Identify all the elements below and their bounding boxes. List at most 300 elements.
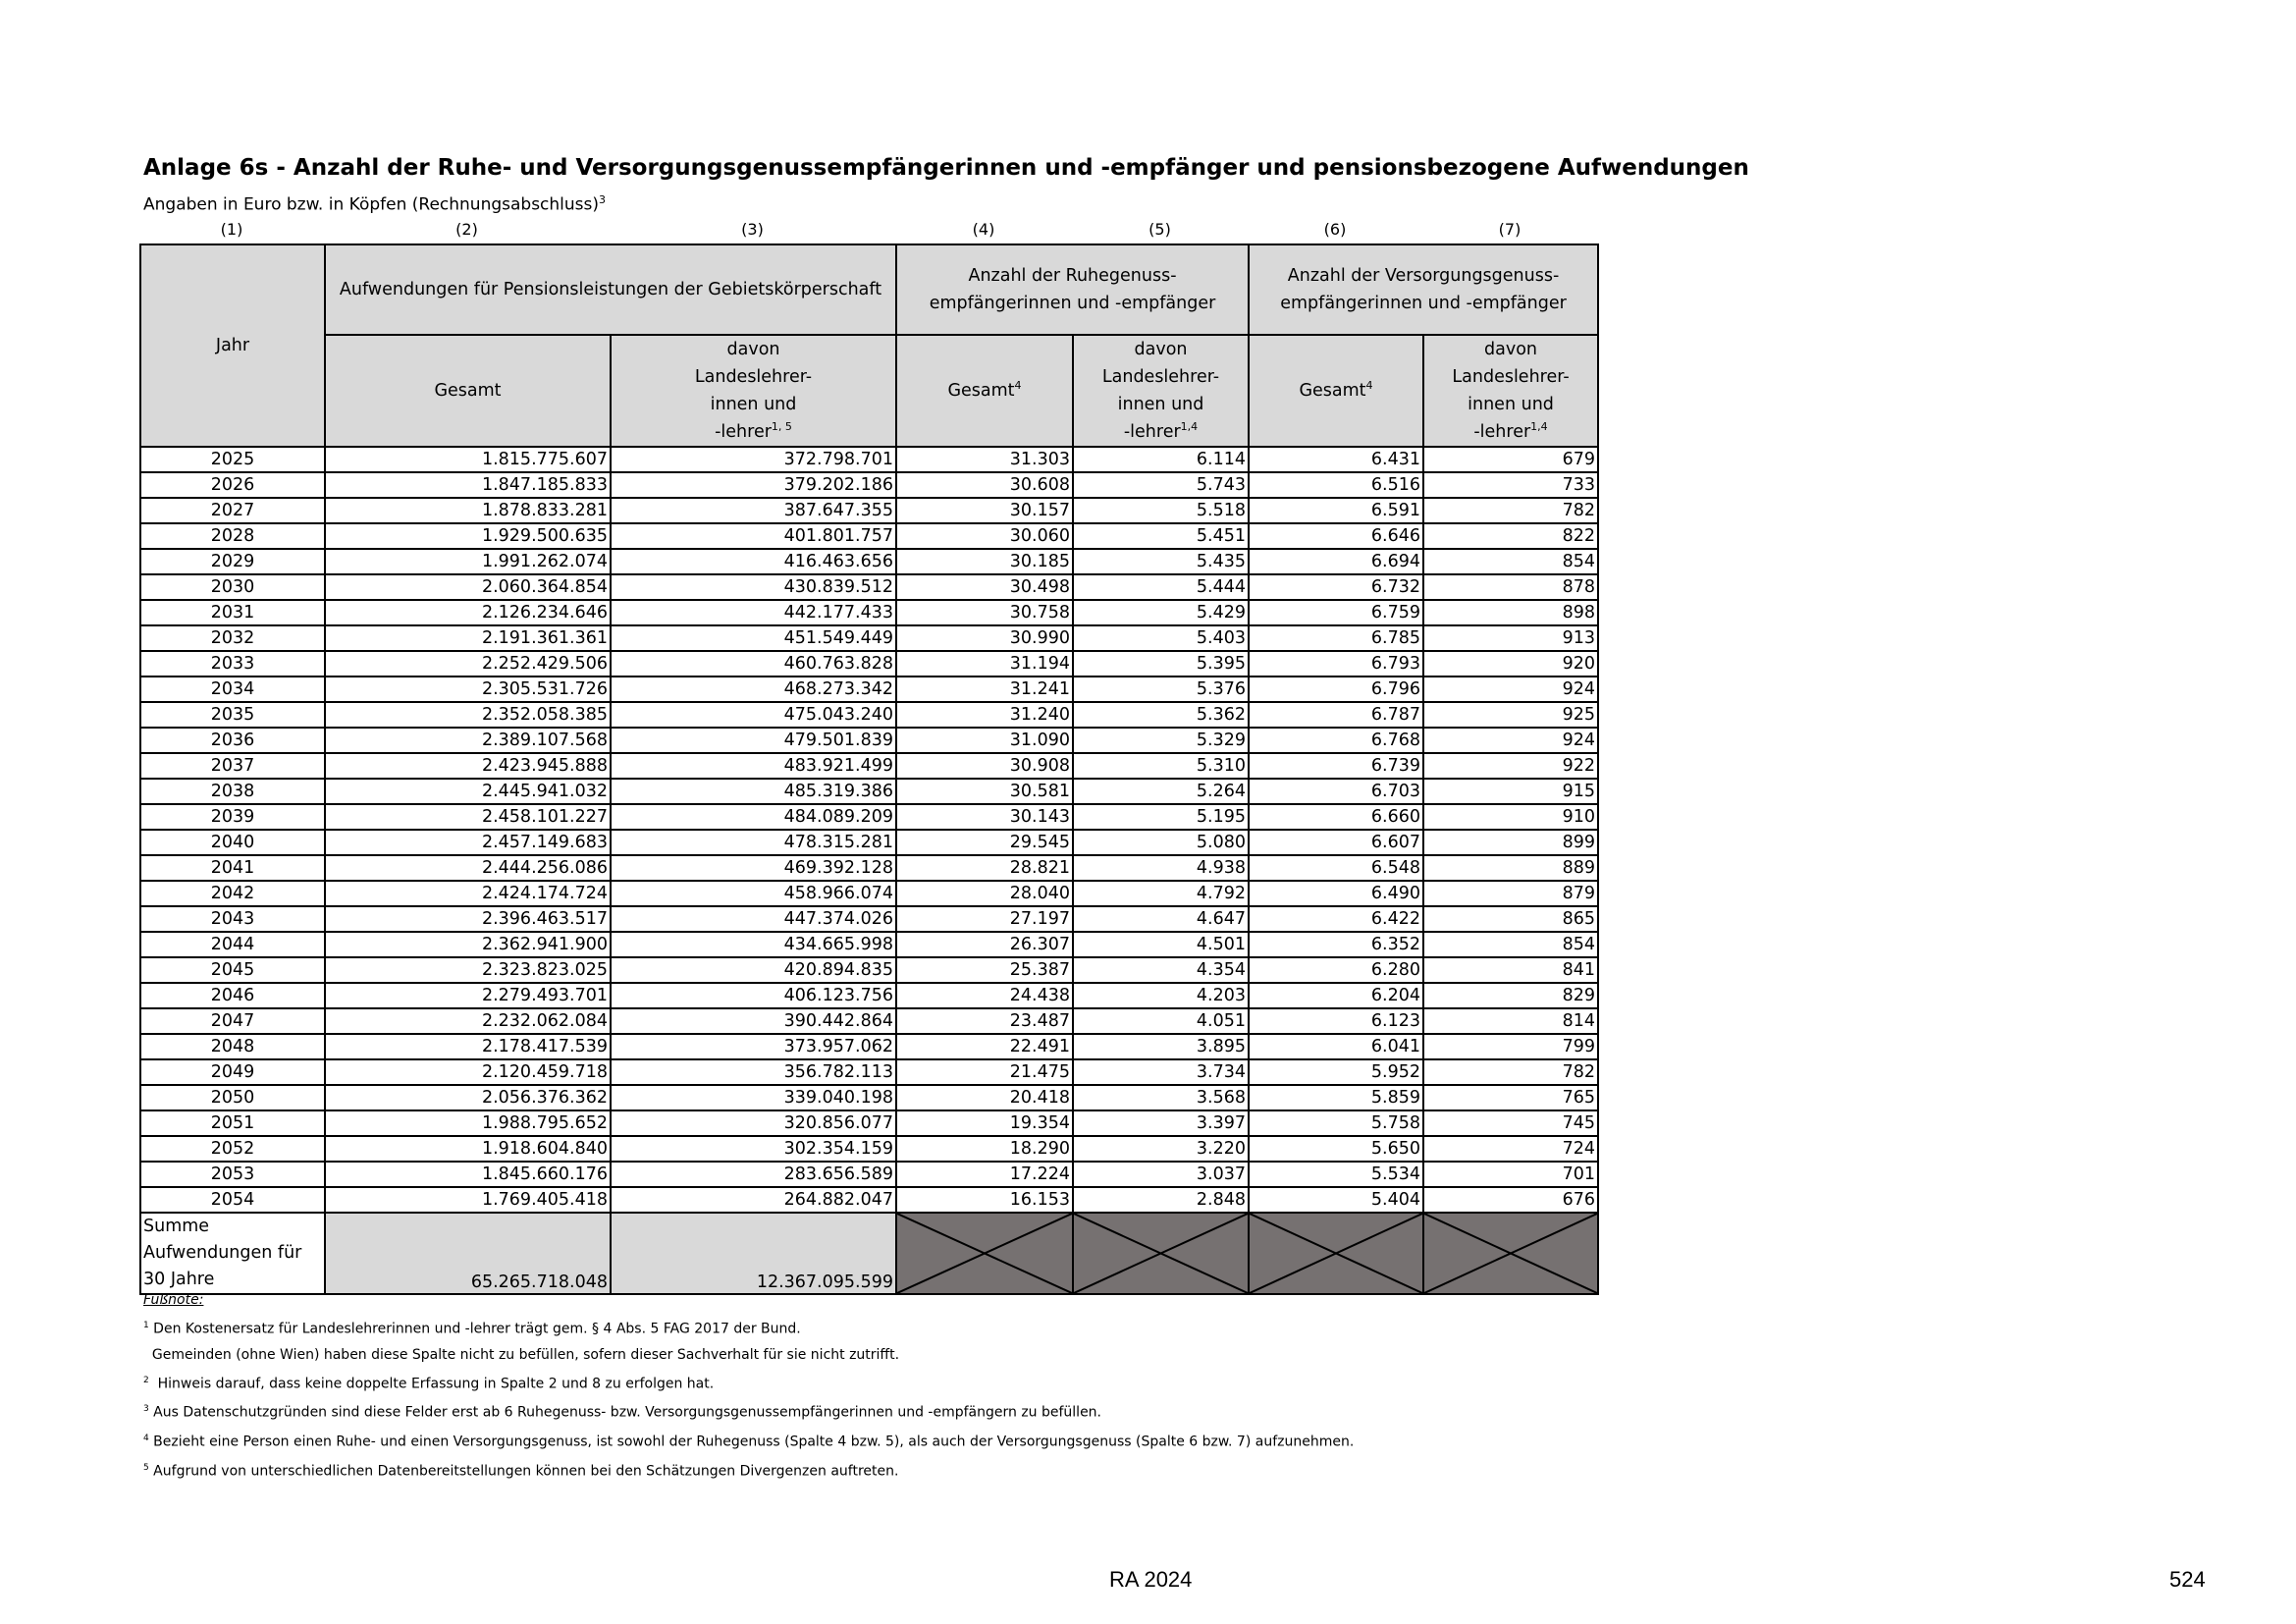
- cell-col6: 6.352: [1249, 932, 1423, 957]
- cell-col4: 20.418: [896, 1085, 1073, 1110]
- cell-col6: 5.859: [1249, 1085, 1423, 1110]
- cell-year: 2047: [140, 1008, 325, 1034]
- cell-year: 2042: [140, 881, 325, 906]
- cell-year: 2039: [140, 804, 325, 830]
- footnote-4-sup: 4: [143, 1433, 149, 1443]
- cell-col6: 6.041: [1249, 1034, 1423, 1059]
- cell-col2: 2.056.376.362: [325, 1085, 611, 1110]
- table-body: [140, 447, 1598, 1213]
- cell-col5: 5.329: [1073, 728, 1249, 753]
- cell-col3: 451.549.449: [611, 625, 896, 651]
- cell-year: 2048: [140, 1034, 325, 1059]
- cell-year: 2046: [140, 983, 325, 1008]
- cell-col2: 1.929.500.635: [325, 523, 611, 549]
- cell-col2: 2.424.174.724: [325, 881, 611, 906]
- colnum-1: (1): [220, 220, 243, 239]
- cell-col4: 16.153: [896, 1187, 1073, 1213]
- table-row: [140, 1136, 1598, 1162]
- cell-col5: 5.080: [1073, 830, 1249, 855]
- cell-col5: 4.203: [1073, 983, 1249, 1008]
- cell-col7: 899: [1423, 830, 1598, 855]
- cell-col6: 6.785: [1249, 625, 1423, 651]
- cell-col5: 4.501: [1073, 932, 1249, 957]
- cell-col4: 18.290: [896, 1136, 1073, 1162]
- cell-year: 2028: [140, 523, 325, 549]
- table-row: [140, 906, 1598, 932]
- table-row: [140, 957, 1598, 983]
- cell-col2: 2.279.493.701: [325, 983, 611, 1008]
- cell-col2: 2.126.234.646: [325, 600, 611, 625]
- cell-col5: 5.264: [1073, 779, 1249, 804]
- cell-col5: 5.195: [1073, 804, 1249, 830]
- cell-col3: 390.442.864: [611, 1008, 896, 1034]
- page-number: 524: [2169, 1567, 2206, 1592]
- cell-col4: 28.040: [896, 881, 1073, 906]
- cell-year: 2036: [140, 728, 325, 753]
- cell-col6: 6.490: [1249, 881, 1423, 906]
- cell-col5: 3.734: [1073, 1059, 1249, 1085]
- header-versorgungsgenuss-line1: Anzahl der Versorgungsgenuss-: [1287, 266, 1560, 286]
- subtitle-sup: 3: [599, 193, 607, 206]
- table-row: [140, 549, 1598, 574]
- cell-col3: 468.273.342: [611, 677, 896, 702]
- cell-col6: 5.952: [1249, 1059, 1423, 1085]
- cell-col6: 6.739: [1249, 753, 1423, 779]
- cell-col3: 356.782.113: [611, 1059, 896, 1085]
- footer-report-label: RA 2024: [1109, 1567, 1193, 1592]
- cell-col5: 5.444: [1073, 574, 1249, 600]
- cell-year: 2027: [140, 498, 325, 523]
- crossed-cell-col7: [1423, 1213, 1598, 1294]
- footnote-4: [143, 1426, 1354, 1455]
- cell-col4: 31.240: [896, 702, 1073, 728]
- header-col7-davon: [1423, 335, 1598, 447]
- header-col5-davon: [1073, 335, 1249, 447]
- page-title: Anlage 6s - Anzahl der Ruhe- und Versorgungsgenussempfängerinnen und -empfänger und pensionsbezogene Aufwendungen: [143, 155, 1749, 181]
- table-row: [140, 625, 1598, 651]
- cell-year: 2052: [140, 1136, 325, 1162]
- cell-col2: 2.232.062.084: [325, 1008, 611, 1034]
- cell-col6: 6.204: [1249, 983, 1423, 1008]
- table-row: [140, 447, 1598, 472]
- cell-col4: 31.241: [896, 677, 1073, 702]
- cell-year: 2037: [140, 753, 325, 779]
- table-row: [140, 855, 1598, 881]
- cell-col3: 483.921.499: [611, 753, 896, 779]
- cell-col3: 475.043.240: [611, 702, 896, 728]
- cell-col5: 4.938: [1073, 855, 1249, 881]
- cell-col5: 3.397: [1073, 1110, 1249, 1136]
- header-col7-l3: innen und: [1468, 395, 1554, 414]
- table-row: [140, 523, 1598, 549]
- cell-col6: 6.793: [1249, 651, 1423, 677]
- header-aufwendungen: Aufwendungen für Pensionsleistungen der Gebietskörperschaft: [325, 244, 896, 335]
- cell-col7: 676: [1423, 1187, 1598, 1213]
- table-row: [140, 728, 1598, 753]
- cell-col2: 2.178.417.539: [325, 1034, 611, 1059]
- header-ruhegenuss-line2: empfängerinnen und -empfänger: [929, 294, 1216, 313]
- header-col5-l4: -lehrer: [1123, 422, 1181, 442]
- cell-col5: 5.518: [1073, 498, 1249, 523]
- cell-col7: 782: [1423, 498, 1598, 523]
- cell-col6: 5.650: [1249, 1136, 1423, 1162]
- cell-col6: 6.516: [1249, 472, 1423, 498]
- header-col2-gesamt: Gesamt: [325, 335, 611, 447]
- cell-col7: 679: [1423, 447, 1598, 472]
- summary-label-l1: Summe: [143, 1217, 210, 1236]
- cell-year: 2045: [140, 957, 325, 983]
- cell-year: 2044: [140, 932, 325, 957]
- table-row: [140, 574, 1598, 600]
- cell-col4: 31.194: [896, 651, 1073, 677]
- header-col3-l3: innen und: [710, 395, 797, 414]
- cell-year: 2043: [140, 906, 325, 932]
- cell-col4: 27.197: [896, 906, 1073, 932]
- header-versorgungsgenuss: [1249, 244, 1598, 335]
- cell-col3: 379.202.186: [611, 472, 896, 498]
- cell-col3: 264.882.047: [611, 1187, 896, 1213]
- summary-gesamt: 65.265.718.048: [325, 1213, 611, 1294]
- cell-col5: 4.792: [1073, 881, 1249, 906]
- cell-col7: 799: [1423, 1034, 1598, 1059]
- colnum-3: (3): [741, 220, 764, 239]
- header-col3-l4: -lehrer: [715, 422, 772, 442]
- header-col7-l1: davon: [1484, 340, 1538, 359]
- table-row: [140, 753, 1598, 779]
- cell-col6: 6.759: [1249, 600, 1423, 625]
- footnote-1-text: Den Kostenersatz für Landeslehrerinnen und -lehrer trägt gem. § 4 Abs. 5 FAG 2017 der Bund.: [148, 1321, 801, 1337]
- cell-col4: 30.758: [896, 600, 1073, 625]
- table-row: [140, 498, 1598, 523]
- summary-row: [140, 1213, 1598, 1294]
- table-row: [140, 983, 1598, 1008]
- cell-col3: 485.319.386: [611, 779, 896, 804]
- cell-col2: 2.305.531.726: [325, 677, 611, 702]
- cell-col3: 372.798.701: [611, 447, 896, 472]
- cell-col4: 28.821: [896, 855, 1073, 881]
- footnote-2: [143, 1368, 1354, 1397]
- cell-col2: 1.847.185.833: [325, 472, 611, 498]
- cell-col3: 339.040.198: [611, 1085, 896, 1110]
- cell-col5: 5.451: [1073, 523, 1249, 549]
- cell-col6: 6.548: [1249, 855, 1423, 881]
- cell-col7: 898: [1423, 600, 1598, 625]
- header-col6-label: Gesamt: [1299, 381, 1366, 401]
- cell-col5: 2.848: [1073, 1187, 1249, 1213]
- cell-col2: 1.988.795.652: [325, 1110, 611, 1136]
- cell-col4: 30.157: [896, 498, 1073, 523]
- header-col5-l2: Landeslehrer-: [1101, 367, 1220, 387]
- cell-col7: 814: [1423, 1008, 1598, 1034]
- table-row: [140, 702, 1598, 728]
- cell-col2: 1.815.775.607: [325, 447, 611, 472]
- cell-col5: 6.114: [1073, 447, 1249, 472]
- footnotes-title: Fußnote:: [143, 1292, 204, 1308]
- cell-col4: 30.498: [896, 574, 1073, 600]
- cell-col3: 387.647.355: [611, 498, 896, 523]
- cell-year: 2029: [140, 549, 325, 574]
- footnote-5-text: Aufgrund von unterschiedlichen Datenbereitstellungen können bei den Schätzungen Divergenzen auftreten.: [148, 1463, 899, 1480]
- cell-col5: 3.220: [1073, 1136, 1249, 1162]
- table-row: [140, 1034, 1598, 1059]
- cell-col2: 2.389.107.568: [325, 728, 611, 753]
- cell-col2: 2.423.945.888: [325, 753, 611, 779]
- cell-col4: 17.224: [896, 1162, 1073, 1187]
- cell-year: 2049: [140, 1059, 325, 1085]
- cell-col7: 879: [1423, 881, 1598, 906]
- header-col5-l3: innen und: [1117, 395, 1204, 414]
- cell-year: 2034: [140, 677, 325, 702]
- table-row: [140, 1162, 1598, 1187]
- cell-col6: 6.768: [1249, 728, 1423, 753]
- cell-col6: 6.280: [1249, 957, 1423, 983]
- footnote-3: [143, 1396, 1354, 1426]
- cell-col7: 733: [1423, 472, 1598, 498]
- colnum-7: (7): [1498, 220, 1522, 239]
- header-col5-sup: 1,4: [1180, 420, 1199, 434]
- header-col3-l2: Landeslehrer-: [694, 367, 813, 387]
- header-versorgungsgenuss-line2: empfängerinnen und -empfänger: [1280, 294, 1567, 313]
- cell-col3: 320.856.077: [611, 1110, 896, 1136]
- cell-col7: 924: [1423, 728, 1598, 753]
- footnote-1: [143, 1313, 1354, 1342]
- cell-col4: 25.387: [896, 957, 1073, 983]
- cell-col2: 2.323.823.025: [325, 957, 611, 983]
- table-row: [140, 1059, 1598, 1085]
- cell-col7: 922: [1423, 753, 1598, 779]
- table-row: [140, 1085, 1598, 1110]
- table-row: [140, 1110, 1598, 1136]
- cell-col2: 1.845.660.176: [325, 1162, 611, 1187]
- cell-col4: 31.090: [896, 728, 1073, 753]
- cell-col6: 5.534: [1249, 1162, 1423, 1187]
- column-numbers: [139, 220, 1597, 242]
- cell-col3: 478.315.281: [611, 830, 896, 855]
- cell-col7: 782: [1423, 1059, 1598, 1085]
- cell-year: 2035: [140, 702, 325, 728]
- footnote-2-text: Hinweis darauf, dass keine doppelte Erfassung in Spalte 2 und 8 zu erfolgen hat.: [148, 1376, 715, 1392]
- cell-col3: 479.501.839: [611, 728, 896, 753]
- cell-col3: 302.354.159: [611, 1136, 896, 1162]
- header-jahr: Jahr: [140, 244, 325, 447]
- footnotes: [143, 1287, 1354, 1484]
- cell-year: 2054: [140, 1187, 325, 1213]
- table-row: [140, 779, 1598, 804]
- cell-col4: 21.475: [896, 1059, 1073, 1085]
- cell-col7: 913: [1423, 625, 1598, 651]
- cell-year: 2040: [140, 830, 325, 855]
- cell-col4: 31.303: [896, 447, 1073, 472]
- cell-year: 2030: [140, 574, 325, 600]
- subtitle-text: Angaben in Euro bzw. in Köpfen (Rechnungsabschluss): [143, 194, 600, 215]
- cell-col4: 30.990: [896, 625, 1073, 651]
- summary-label-l2: Aufwendungen für: [143, 1243, 302, 1263]
- cell-col7: 841: [1423, 957, 1598, 983]
- cell-col5: 4.354: [1073, 957, 1249, 983]
- cell-col3: 401.801.757: [611, 523, 896, 549]
- cell-col2: 2.362.941.900: [325, 932, 611, 957]
- cell-year: 2038: [140, 779, 325, 804]
- header-col7-l4: -lehrer: [1473, 422, 1531, 442]
- cell-col6: 6.431: [1249, 447, 1423, 472]
- cell-col7: 910: [1423, 804, 1598, 830]
- table-row: [140, 881, 1598, 906]
- cell-year: 2050: [140, 1085, 325, 1110]
- cell-col2: 1.918.604.840: [325, 1136, 611, 1162]
- cell-col5: 5.362: [1073, 702, 1249, 728]
- cell-col2: 1.878.833.281: [325, 498, 611, 523]
- cell-col6: 5.758: [1249, 1110, 1423, 1136]
- cell-col4: 30.060: [896, 523, 1073, 549]
- header-col4-label: Gesamt: [947, 381, 1015, 401]
- colnum-4: (4): [972, 220, 995, 239]
- cell-year: 2033: [140, 651, 325, 677]
- cell-col6: 6.796: [1249, 677, 1423, 702]
- footnote-5-sup: 5: [143, 1462, 149, 1473]
- cell-col3: 434.665.998: [611, 932, 896, 957]
- cell-col4: 22.491: [896, 1034, 1073, 1059]
- cell-col5: 3.568: [1073, 1085, 1249, 1110]
- cell-col2: 2.396.463.517: [325, 906, 611, 932]
- cell-col2: 2.191.361.361: [325, 625, 611, 651]
- cell-col4: 26.307: [896, 932, 1073, 957]
- cell-col7: 889: [1423, 855, 1598, 881]
- cell-col6: 6.607: [1249, 830, 1423, 855]
- footnote-1b-text: Gemeinden (ohne Wien) haben diese Spalte nicht zu befüllen, sofern dieser Sachverhalt für sie nicht zutrifft.: [143, 1346, 900, 1363]
- cell-col4: 30.581: [896, 779, 1073, 804]
- cell-col7: 765: [1423, 1085, 1598, 1110]
- table-row: [140, 830, 1598, 855]
- summary-label-l3: 30 Jahre: [143, 1270, 215, 1289]
- cell-col3: 447.374.026: [611, 906, 896, 932]
- table-row: [140, 600, 1598, 625]
- cell-col7: 924: [1423, 677, 1598, 702]
- cell-col2: 1.769.405.418: [325, 1187, 611, 1213]
- cell-col7: 878: [1423, 574, 1598, 600]
- table-row: [140, 804, 1598, 830]
- cell-col6: 6.787: [1249, 702, 1423, 728]
- cell-col5: 3.895: [1073, 1034, 1249, 1059]
- cell-col7: 925: [1423, 702, 1598, 728]
- cell-col7: 865: [1423, 906, 1598, 932]
- header-col5-l1: davon: [1134, 340, 1188, 359]
- header-col3-l1: davon: [726, 340, 780, 359]
- header-col7-l2: Landeslehrer-: [1452, 367, 1570, 387]
- data-table: [139, 244, 1599, 1295]
- header-col4-gesamt: [896, 335, 1073, 447]
- cell-col7: 915: [1423, 779, 1598, 804]
- cell-col5: 4.647: [1073, 906, 1249, 932]
- footnote-3-text: Aus Datenschutzgründen sind diese Felder erst ab 6 Ruhegenuss- bzw. Versorgungsgenussempfängerinnen und -empfängern zu befüllen.: [148, 1404, 1102, 1421]
- footnote-5: [143, 1455, 1354, 1485]
- table-row: [140, 472, 1598, 498]
- cell-col6: 6.694: [1249, 549, 1423, 574]
- cell-col4: 19.354: [896, 1110, 1073, 1136]
- footnote-3-sup: 3: [143, 1404, 149, 1415]
- cell-year: 2026: [140, 472, 325, 498]
- cell-col4: 24.438: [896, 983, 1073, 1008]
- cell-col2: 2.060.364.854: [325, 574, 611, 600]
- cell-col6: 5.404: [1249, 1187, 1423, 1213]
- header-ruhegenuss-line1: Anzahl der Ruhegenuss-: [968, 266, 1177, 286]
- header-col7-sup: 1,4: [1530, 420, 1548, 434]
- cell-col4: 29.545: [896, 830, 1073, 855]
- cell-col7: 829: [1423, 983, 1598, 1008]
- summary-label: [140, 1213, 325, 1294]
- cell-col4: 30.185: [896, 549, 1073, 574]
- cell-col2: 2.457.149.683: [325, 830, 611, 855]
- header-col6-sup: 4: [1365, 379, 1373, 393]
- header-col3-davon: [611, 335, 896, 447]
- crossed-cell-col5: [1073, 1213, 1249, 1294]
- header-col3-sup: 1, 5: [771, 420, 792, 434]
- cell-col7: 854: [1423, 932, 1598, 957]
- cell-col6: 6.732: [1249, 574, 1423, 600]
- cell-col3: 484.089.209: [611, 804, 896, 830]
- cell-col3: 373.957.062: [611, 1034, 896, 1059]
- table-row: [140, 1187, 1598, 1213]
- cell-col3: 430.839.512: [611, 574, 896, 600]
- cell-year: 2041: [140, 855, 325, 881]
- header-ruhegenuss: [896, 244, 1249, 335]
- cell-col6: 6.123: [1249, 1008, 1423, 1034]
- table-row: [140, 1008, 1598, 1034]
- cell-col2: 2.445.941.032: [325, 779, 611, 804]
- cell-col2: 2.352.058.385: [325, 702, 611, 728]
- table-row: [140, 651, 1598, 677]
- cell-year: 2032: [140, 625, 325, 651]
- cell-col7: 745: [1423, 1110, 1598, 1136]
- footnote-4-text: Bezieht eine Person einen Ruhe- und einen Versorgungsgenuss, ist sowohl der Ruhegenuss (Spalte 4 bzw. 5), als auch der Versorgungsgenuss (Spalte 6 bzw. 7) aufzunehmen.: [148, 1434, 1355, 1450]
- cell-col6: 6.703: [1249, 779, 1423, 804]
- cell-col7: 724: [1423, 1136, 1598, 1162]
- footnote-1b: [143, 1342, 1354, 1368]
- cell-col2: 2.120.459.718: [325, 1059, 611, 1085]
- crossed-cell-col6: [1249, 1213, 1423, 1294]
- cell-col3: 283.656.589: [611, 1162, 896, 1187]
- cell-col4: 23.487: [896, 1008, 1073, 1034]
- cell-col5: 4.051: [1073, 1008, 1249, 1034]
- crossed-cell-col4: [896, 1213, 1073, 1294]
- cell-col7: 822: [1423, 523, 1598, 549]
- colnum-2: (2): [455, 220, 478, 239]
- cell-col3: 469.392.128: [611, 855, 896, 881]
- cell-col2: 2.458.101.227: [325, 804, 611, 830]
- cell-col5: 5.429: [1073, 600, 1249, 625]
- header-col4-sup: 4: [1014, 379, 1022, 393]
- cell-col4: 30.908: [896, 753, 1073, 779]
- cell-col2: 1.991.262.074: [325, 549, 611, 574]
- cell-col2: 2.444.256.086: [325, 855, 611, 881]
- cell-col5: 5.395: [1073, 651, 1249, 677]
- colnum-5: (5): [1148, 220, 1171, 239]
- cell-col5: 3.037: [1073, 1162, 1249, 1187]
- footnote-2-sup: 2: [143, 1375, 149, 1385]
- cell-year: 2025: [140, 447, 325, 472]
- colnum-6: (6): [1323, 220, 1347, 239]
- cell-col3: 442.177.433: [611, 600, 896, 625]
- cell-col4: 30.608: [896, 472, 1073, 498]
- cell-col5: 5.310: [1073, 753, 1249, 779]
- cell-year: 2053: [140, 1162, 325, 1187]
- cell-col6: 6.660: [1249, 804, 1423, 830]
- cell-col3: 416.463.656: [611, 549, 896, 574]
- cell-col3: 458.966.074: [611, 881, 896, 906]
- cell-col4: 30.143: [896, 804, 1073, 830]
- table-row: [140, 932, 1598, 957]
- cell-col3: 420.894.835: [611, 957, 896, 983]
- cell-year: 2051: [140, 1110, 325, 1136]
